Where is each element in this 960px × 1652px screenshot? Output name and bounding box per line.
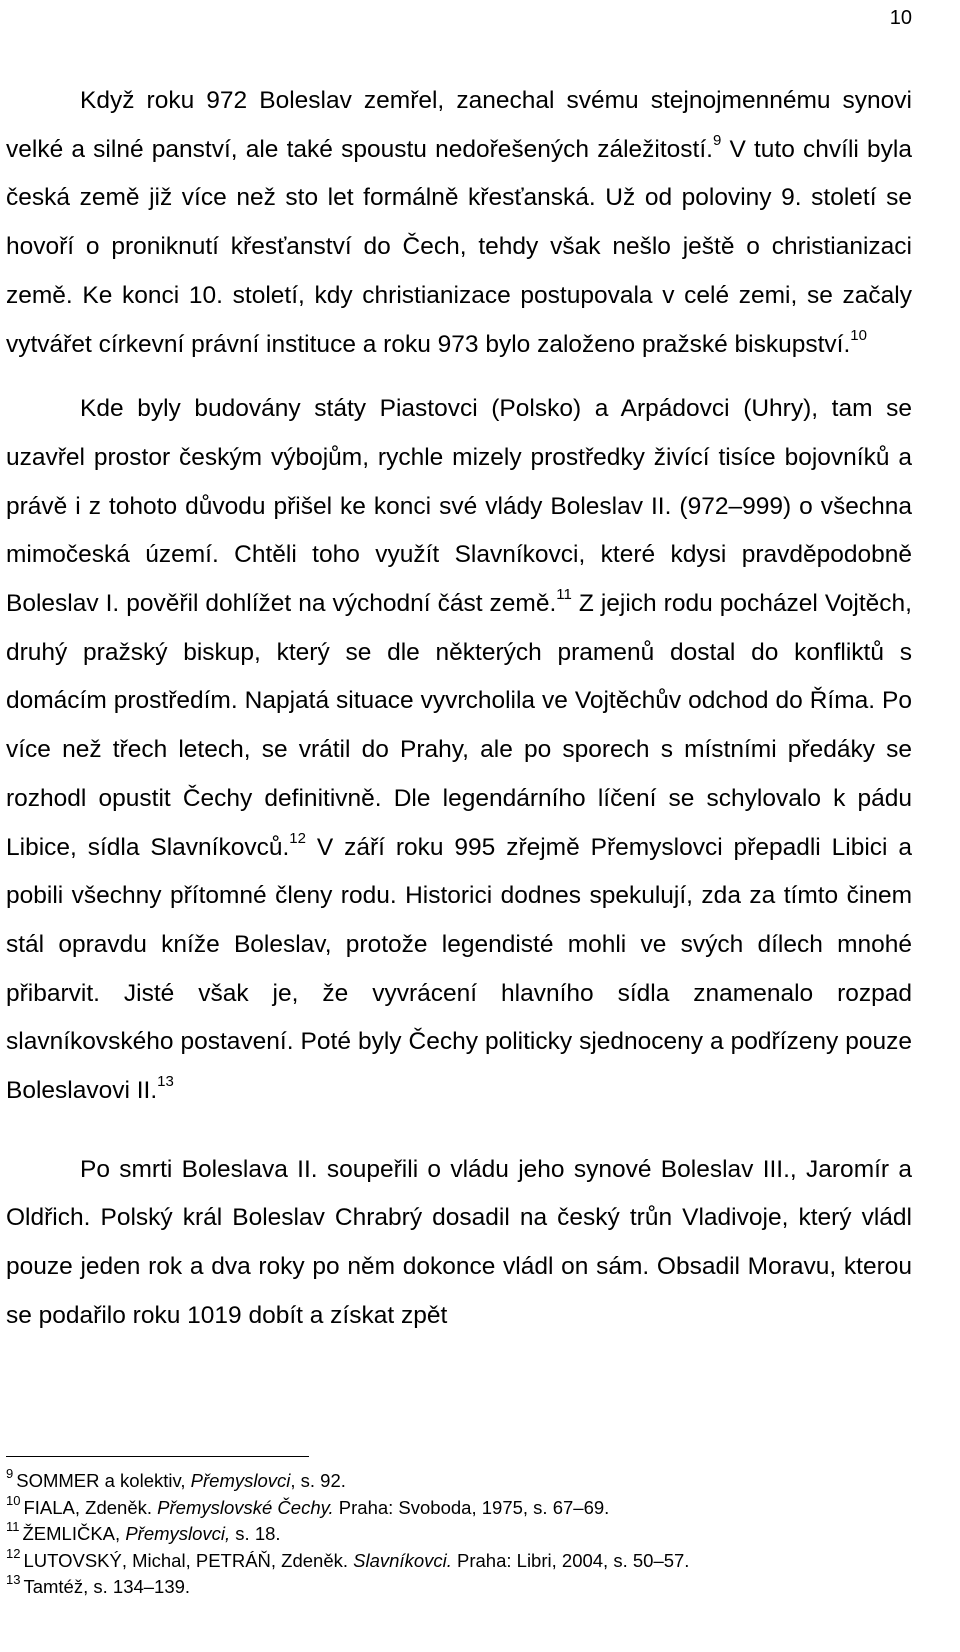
footnote-number: 9 [6,1466,14,1481]
footnote-text: Praha: Svoboda, 1975, s. 67–69. [333,1496,610,1518]
paragraph-text: V tuto chvíli byla česká země již více než sto let formálně křesťanská. Už od poloviny 9. století se hovoří o proniknutí křesťanství do Čech, tehdy však nešlo ještě o christianizaci země. Ke konci 10. století, kdy christianizace postupovala v celé zemi, se začaly vytvářet církevní právní instituce a roku 973 bylo založeno pražské biskupství. [6,135,912,358]
footnote-ref[interactable]: 12 [289,829,306,847]
footnote-ref[interactable]: 11 [556,586,572,604]
paragraph-text: Z jejich rodu pocházel Vojtěch, druhý pražský biskup, který se dle některých pramenů dostal do konfliktů s domácím prostředím. Napjatá situace vyvrcholila ve Vojtěchův odchod do Říma. Po více než třech letech, se vrátil do Prahy, ale po sporech s místními předáky se rozhodl opustit Čechy definitivně. Dle legendárního líčení se schylovalo k pádu Libice, sídla Slavníkovců. [6,590,912,861]
footnote-text: FIALA, Zdeněk. [23,1496,158,1518]
footnote-text: SOMMER a kolektiv, [16,1470,191,1491]
paragraph [6,1146,912,1341]
paragraph [6,385,912,1116]
footnote-text: ŽEMLIČKA, [22,1523,126,1544]
footnote-text: Praha: Libri, 2004, s. 50–57. [451,1549,690,1571]
footnote-number: 10 [6,1492,21,1508]
body-text [6,77,912,1341]
footnotes [6,1468,912,1601]
footnote-ref[interactable]: 9 [712,131,722,149]
paragraph-text: Když roku 972 Boleslav zemřel, zanechal svému stejnojmennému synovi velké a silné panství, ale také spoustu nedořešených záležitostí. [6,87,912,163]
footnote [6,1545,912,1575]
footnote-text: , s. 92. [290,1470,346,1491]
footnote-text: Tamtéž, s. 134–139. [23,1576,191,1597]
footnote-number: 13 [6,1572,21,1587]
footnote-title: Přemyslovci, [125,1523,231,1544]
footnote-text: LUTOVSKÝ, Michal, PETRÁŇ, Zdeněk. [23,1549,354,1571]
footnote [6,1574,912,1601]
paragraph-text: Po smrti Boleslava II. soupeřili o vládu jeho synové Boleslav III., Jaromír a Oldřich. Polský král Boleslav Chrabrý dosadil na český trůn Vladivoje, který vládl pouze jeden rok a dva roky po něm dokonce vládl on sám. Obsadil Moravu, kterou se podařilo roku 1019 dobít a získat zpět [6,1155,912,1329]
footnote-ref[interactable]: 13 [157,1073,174,1091]
footnote-title: Slavníkovci. [353,1549,452,1571]
footnote-text: s. 18. [230,1523,281,1544]
footnote [6,1521,912,1548]
paragraph-text: V září roku 995 zřejmě Přemyslovci přepadli Libici a pobili všechny přítomné členy rodu. Historici dodnes spekulují, zda za tímto činem stál opravdu kníže Boleslav, protože legendisté mohli ve svých dílech mnohé přibarvit. Jisté však je, že vyvrácení hlavního sídla znamenalo rozpad slavníkovského postavení. Poté byly Čechy politicky sjednoceny a podřízeny pouze Boleslavovi II. [6,833,912,1105]
footnote [6,1492,912,1522]
footnote-title: Přemyslovci [190,1470,291,1491]
paragraph [6,77,912,369]
footnote [6,1468,912,1495]
paragraph-text: Kde byly budovány státy Piastovci (Polsko) a Arpádovci (Uhry), tam se uzavřel prostor českým výbojům, rychle mizely prostředky živící tisíce bojovníků a právě i z tohoto důvodu přišel ke konci své vlády Boleslav II. (972–999) o všechna mimočeská území. Chtěli toho využít Slavníkovci, které kdysi pravděpodobně Boleslav I. pověřil dohlížet na východní část země. [6,395,912,618]
footnote-title: Přemyslovské Čechy. [157,1496,334,1518]
footnote-number: 12 [6,1545,21,1561]
footnote-number: 11 [6,1519,20,1534]
footnote-ref[interactable]: 10 [850,326,867,344]
footnote-separator [6,1456,309,1457]
page-number: 10 [889,7,912,29]
